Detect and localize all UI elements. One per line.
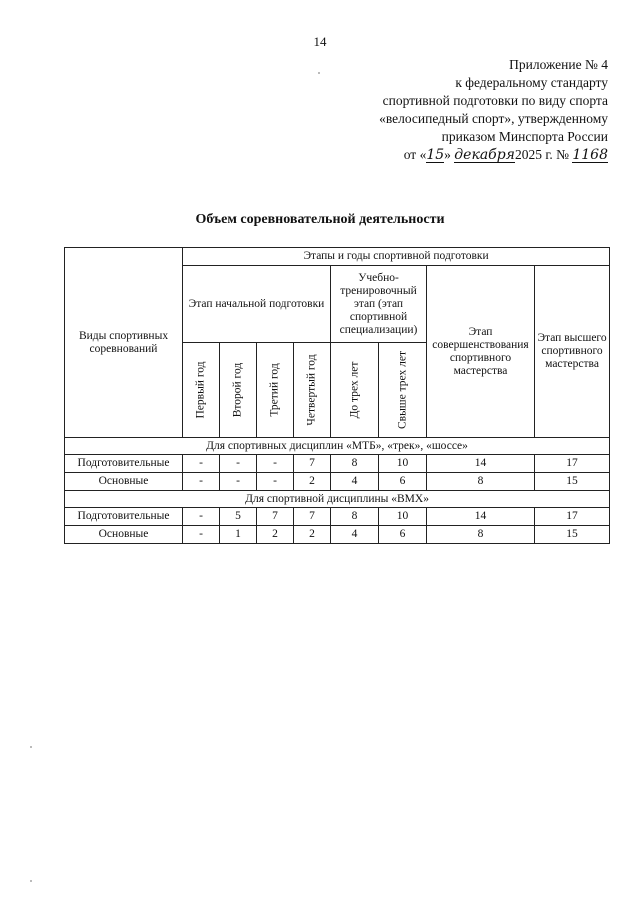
table-cell: -: [220, 455, 257, 473]
table-cell: -: [257, 455, 294, 473]
table-cell: 15: [535, 526, 610, 544]
table-cell: 15: [535, 473, 610, 491]
table-cell: 4: [331, 526, 379, 544]
table-cell: 14: [427, 508, 535, 526]
table-row: [65, 526, 610, 544]
appendix-date-line: [308, 146, 608, 164]
table-cell: 8: [427, 473, 535, 491]
table-cell: 6: [379, 526, 427, 544]
table-row: [65, 473, 610, 491]
order-number: 1168: [572, 147, 608, 163]
document-title: Объем соревновательной деятельности: [195, 212, 445, 227]
appendix-line-order: приказом Минспорта России: [441, 129, 608, 144]
table-row: [65, 455, 610, 473]
margin-mark: [30, 746, 32, 748]
year-header: Второй год: [220, 343, 257, 438]
table-body: [65, 438, 610, 544]
row-label: Основные: [65, 526, 183, 544]
year-header: До трех лет: [331, 343, 379, 438]
date-month: декабря: [454, 147, 515, 163]
table-cell: 1: [220, 526, 257, 544]
table-cell: 7: [294, 508, 331, 526]
appendix-line-standard: к федеральному стандарту: [455, 75, 608, 90]
table-row: [65, 508, 610, 526]
table-cell: 17: [535, 455, 610, 473]
table-cell: 10: [379, 508, 427, 526]
row-label: Основные: [65, 473, 183, 491]
table-cell: 8: [331, 508, 379, 526]
table-cell: 7: [257, 508, 294, 526]
table-cell: 8: [331, 455, 379, 473]
higher-stage-header: Этап высшего спортивного мастерства: [535, 266, 610, 438]
training-stage-header: Учебно-тренировочный этап (этап спортивной специализации): [331, 266, 427, 343]
table-cell: -: [183, 526, 220, 544]
table-cell: 2: [257, 526, 294, 544]
appendix-header: [308, 56, 608, 164]
row-label: Подготовительные: [65, 508, 183, 526]
table-cell: 17: [535, 508, 610, 526]
table-cell: 2: [294, 473, 331, 491]
date-prefix: от «: [403, 147, 427, 162]
year-header: Третий год: [257, 343, 294, 438]
table-cell: -: [220, 473, 257, 491]
table-cell: 10: [379, 455, 427, 473]
year-header: Четвертый год: [294, 343, 331, 438]
section-title: Для спортивных дисциплин «МТБ», «трек», «шоссе»: [65, 438, 610, 455]
year-header: Свыше трех лет: [379, 343, 427, 438]
stages-header: Этапы и годы спортивной подготовки: [183, 248, 610, 266]
year-header: Первый год: [183, 343, 220, 438]
table-cell: 5: [220, 508, 257, 526]
appendix-line-training: спортивной подготовки по виду спорта: [382, 93, 608, 108]
table-cell: 14: [427, 455, 535, 473]
competition-volume-table: [64, 247, 610, 544]
row-label: Подготовительные: [65, 455, 183, 473]
appendix-number: Приложение № 4: [509, 57, 608, 72]
table-cell: -: [183, 455, 220, 473]
table-cell: 8: [427, 526, 535, 544]
margin-mark: [30, 880, 32, 882]
kinds-header: Виды спортивных соревнований: [65, 248, 183, 438]
date-day: 15: [426, 147, 445, 163]
date-year: 2025 г. №: [514, 147, 569, 162]
date-quote: »: [444, 147, 451, 162]
section-title: Для спортивной дисциплины «BMX»: [65, 491, 610, 508]
page-number: 14: [313, 34, 327, 49]
table-cell: -: [183, 508, 220, 526]
initial-stage-header: Этап начальной подготовки: [183, 266, 331, 343]
table-cell: 6: [379, 473, 427, 491]
perfection-stage-header: Этап совершенствования спортивного мастерства: [427, 266, 535, 438]
table-cell: 4: [331, 473, 379, 491]
margin-mark: [318, 72, 320, 74]
table-cell: 2: [294, 526, 331, 544]
table-cell: -: [183, 473, 220, 491]
table-cell: -: [257, 473, 294, 491]
appendix-line-sport: «велосипедный спорт», утвержденному: [379, 111, 608, 126]
table-cell: 7: [294, 455, 331, 473]
